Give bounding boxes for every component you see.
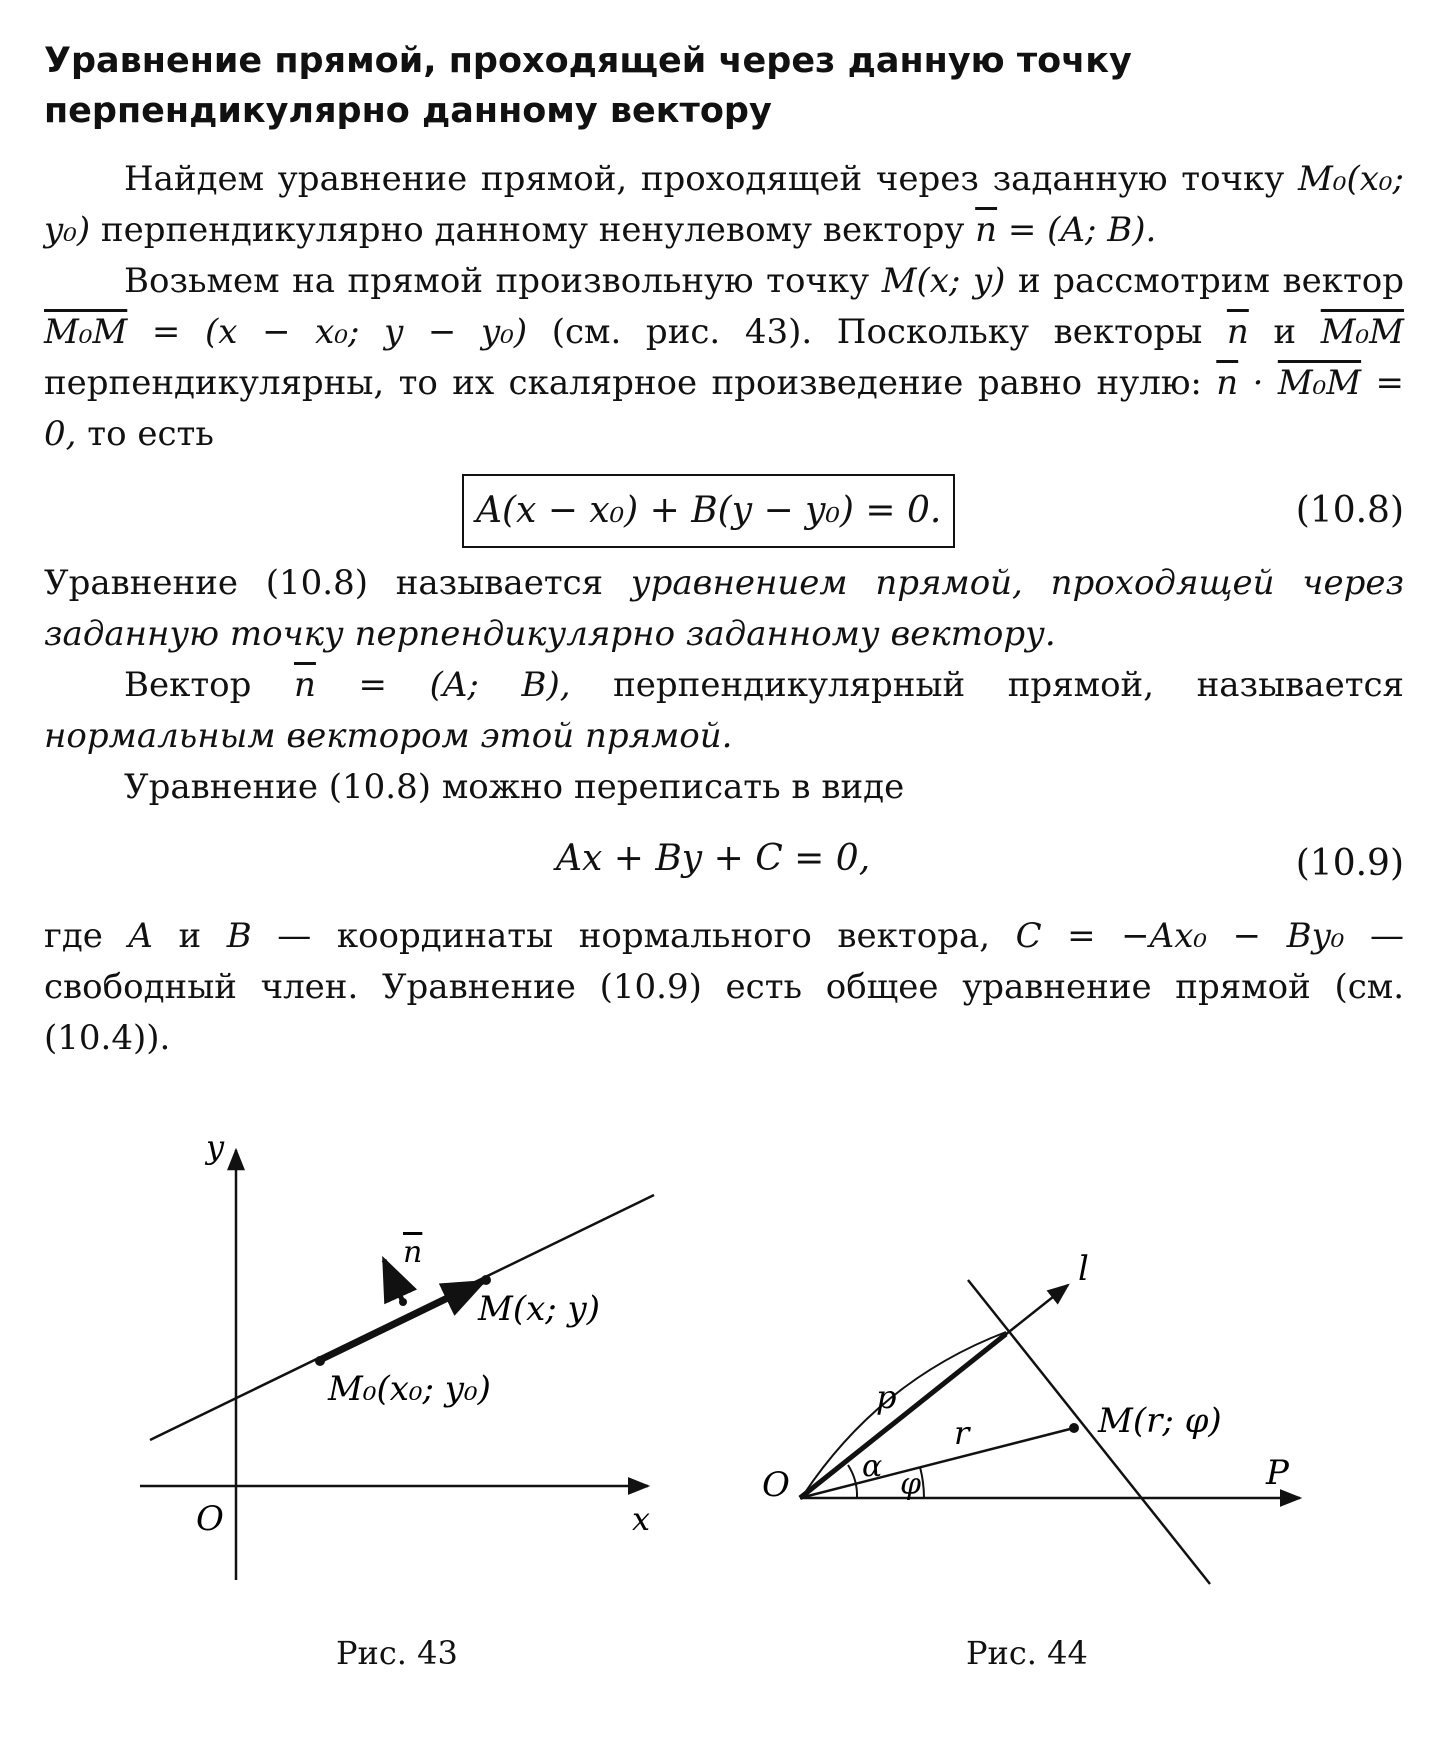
fig44-m-label: M(r; φ) (1098, 1401, 1222, 1441)
paragraph-2 (44, 256, 1404, 460)
fig44-phi-label: φ (900, 1467, 922, 1502)
vector-n-coords-2: = (A; B), (315, 665, 571, 705)
fig44-alpha-label: α (862, 1449, 883, 1484)
fig43-caption: Рис. 43 (336, 1634, 458, 1672)
equation-10-9-formula: Ax + By + C = 0, (556, 838, 871, 879)
fig43-point-m0 (315, 1356, 325, 1366)
paragraph-5 (44, 762, 1404, 813)
fig44-caption: Рис. 44 (966, 1634, 1088, 1672)
figure-44 (740, 1110, 1360, 1650)
equals-zero: = 0, (44, 363, 1404, 454)
fig44-alpha-arc (848, 1465, 857, 1498)
fig43-point-m (481, 1275, 491, 1285)
equation-10-9-number: (10.9) (1295, 843, 1404, 884)
p6-text-1: где (44, 916, 129, 956)
dot-operator: · (1238, 363, 1278, 403)
heading-line-2: перпендикулярно данному вектору (44, 91, 772, 131)
fig43-normal-vector (384, 1260, 403, 1302)
vector-m0m-3: M₀M (1277, 363, 1362, 403)
p6-text-2: и (152, 916, 227, 956)
p1-text-1: Найдем уравнение прямой, проходящей через заданную точку (124, 159, 1299, 199)
p5-text-1: Уравнение (10.8) можно переписать в виде (124, 767, 905, 807)
paragraph-4 (44, 660, 1404, 762)
fig43-m0-label: M₀(x₀; y₀) (328, 1369, 491, 1409)
figure-43 (0, 1110, 720, 1650)
fig43-m-label: M(x; y) (478, 1289, 600, 1329)
vector-n-3: $\overline{n}$ (1216, 363, 1239, 403)
vector-n-4: $\overline{n}$ (294, 665, 316, 705)
p4-definition: нормальным вектором этой прямой. (44, 716, 733, 756)
p4-text-1: Вектор (124, 665, 294, 705)
coef-c-formula: C = −Ax₀ − By₀ (1015, 916, 1345, 956)
equation-10-8-number: (10.8) (1295, 490, 1404, 531)
page-content (44, 36, 1404, 1064)
point-m0: M₀(x₀; y₀) (44, 159, 1404, 250)
p6-text-3: — координаты нормального вектора, (251, 916, 1016, 956)
paragraph-6 (44, 911, 1404, 1064)
coef-b: B (226, 916, 252, 956)
paragraph-1 (44, 154, 1404, 256)
fig44-p-axis-label: P (1266, 1453, 1289, 1493)
equation-10-8-formula: A(x − x₀) + B(y − y₀) = 0. (462, 474, 955, 548)
point-m: M(x; y) (881, 261, 1006, 301)
coef-a: A (128, 916, 153, 956)
fig43-n-label: n (403, 1235, 423, 1270)
p2-text-1: Возьмем на прямой произвольную точку (124, 261, 882, 301)
section-heading (44, 36, 1404, 136)
p3-definition: уравнением прямой, проходящей через заданную точку перпендикулярно заданному вектору. (44, 563, 1404, 654)
vector-m0m: M₀M (44, 312, 128, 352)
vector-n: $\overline{n}$ (975, 210, 998, 250)
fig44-point-m (1069, 1423, 1079, 1433)
p2-text-4: и (1248, 312, 1321, 352)
p1-text-2: перпендикулярно данному ненулевому вектору (90, 210, 976, 250)
fig44-p-label: p (876, 1378, 897, 1416)
equation-10-8-row (44, 474, 1404, 550)
vector-n-coords: = (A; B). (997, 210, 1157, 250)
p4-text-2: перпендикулярный прямой, называется (570, 665, 1404, 705)
p2-text-6: то есть (76, 414, 214, 454)
equation-10-9-row (44, 827, 1404, 903)
p3-text-1: Уравнение (10.8) называется (44, 563, 631, 603)
fig43-origin-label: O (196, 1499, 224, 1539)
p2-text-5: перпендикулярны, то их скалярное произведение равно нулю: (44, 363, 1217, 403)
fig43-point-n-base (399, 1298, 407, 1306)
vector-n-2: $\overline{n}$ (1226, 312, 1249, 352)
fig44-origin-label: O (762, 1465, 790, 1505)
fig43-x-label: x (632, 1500, 651, 1538)
p2-text-2: и рассмотрим вектор (1005, 261, 1405, 301)
vector-m0m-coords: = (x − x₀; y − y₀) (127, 312, 528, 352)
p2-text-3: (см. рис. 43). Поскольку векторы (527, 312, 1227, 352)
fig44-l-label: l (1078, 1249, 1089, 1289)
vector-m0m-2: M₀M (1320, 312, 1404, 352)
fig44-r-label: r (954, 1414, 970, 1452)
heading-line-1: Уравнение прямой, проходящей через данную точку (44, 41, 1132, 81)
p6-text-4: — свободный член. Уравнение (10.9) есть общее уравнение прямой (см. (10.4)). (44, 916, 1404, 1058)
fig43-y-label: y (206, 1128, 225, 1166)
paragraph-3 (44, 558, 1404, 660)
